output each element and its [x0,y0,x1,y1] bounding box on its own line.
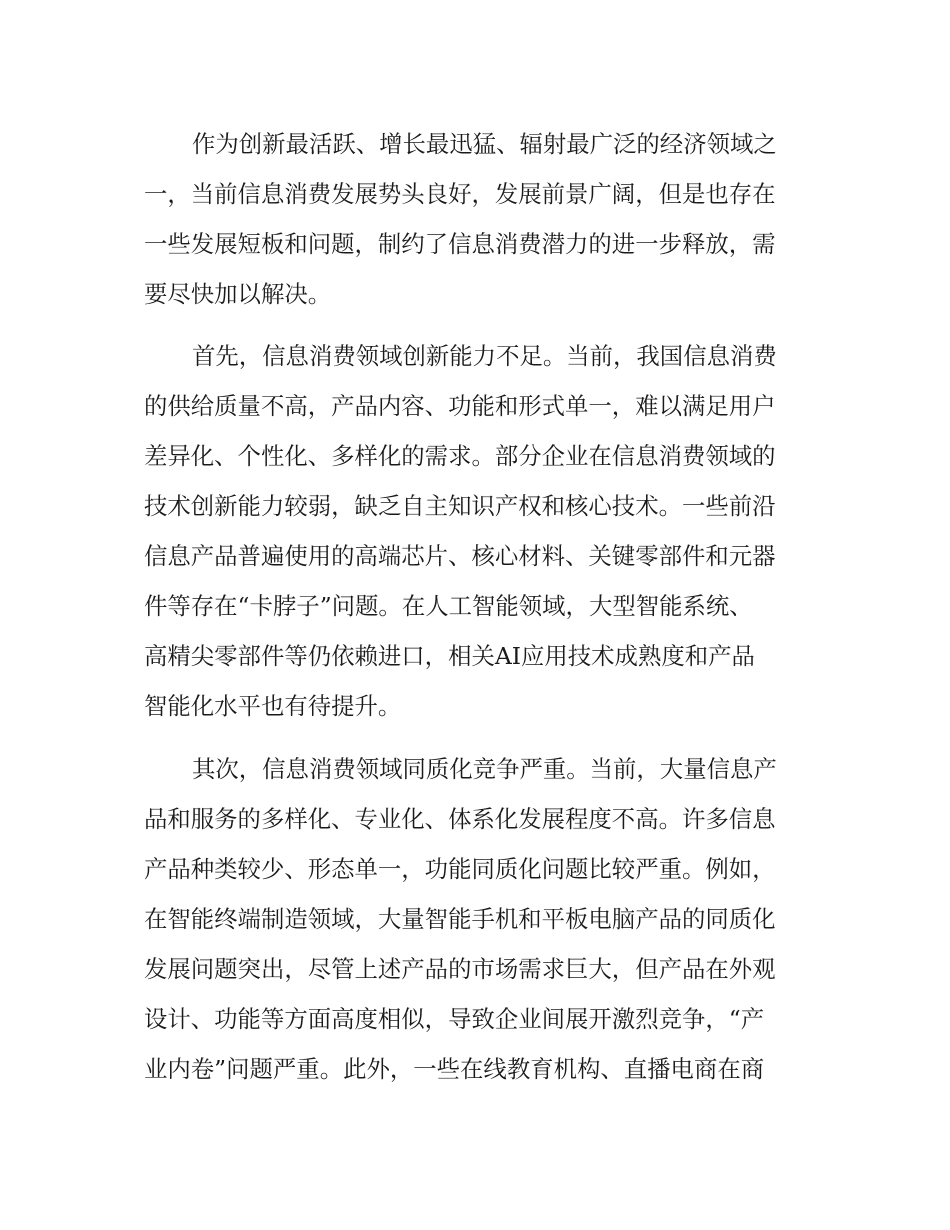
paragraph-1-line-1: 作为创新最活跃、增长最迅猛、辐射最广泛的经济领域之 [192,130,777,158]
paragraph-2-line-5: 信息产品普遍使用的高端芯片、核心材料、关键零部件和元器 [144,542,776,570]
paragraph-2-line-2: 的供给质量不高，产品内容、功能和形式单一，难以满足用户 [144,392,776,420]
paragraph-2-line-1: 首先，信息消费领域创新能力不足。当前，我国信息消费 [192,342,777,370]
paragraph-1-line-2: 一，当前信息消费发展势头良好，发展前景广阔，但是也存在 [144,180,776,208]
paragraph-2-line-7: 高精尖零部件等仍依赖进口，相关AI应用技术成熟度和产品 [144,642,755,670]
paragraph-2-line-4: 技术创新能力较弱，缺乏自主知识产权和核心技术。一些前沿 [144,492,776,520]
paragraph-3-line-3: 产品种类较少、形态单一，功能同质化问题比较严重。例如， [144,855,776,883]
paragraph-3-line-5: 发展问题突出，尽管上述产品的市场需求巨大，但产品在外观 [144,955,776,983]
paragraph-3-line-1: 其次，信息消费领域同质化竞争严重。当前，大量信息产 [192,755,777,783]
paragraph-2-line-8: 智能化水平也有待提升。 [144,692,402,720]
paragraph-3-line-7: 业内卷”问题严重。此外，一些在线教育机构、直播电商在商 [144,1055,765,1083]
paragraph-1-line-3: 一些发展短板和问题，制约了信息消费潜力的进一步释放，需 [144,230,776,258]
paragraph-2-line-6: 件等存在“卡脖子”问题。在人工智能领域，大型智能系统、 [144,592,753,620]
paragraph-3-line-4: 在智能终端制造领域，大量智能手机和平板电脑产品的同质化 [144,905,776,933]
paragraph-2-line-3: 差异化、个性化、多样化的需求。部分企业在信息消费领域的 [144,442,776,470]
paragraph-3-line-2: 品和服务的多样化、专业化、体系化发展程度不高。许多信息 [144,805,776,833]
paragraph-1-line-4: 要尽快加以解决。 [144,280,332,308]
paragraph-3-line-6: 设计、功能等方面高度相似，导致企业间展开激烈竞争，“产 [144,1005,765,1033]
